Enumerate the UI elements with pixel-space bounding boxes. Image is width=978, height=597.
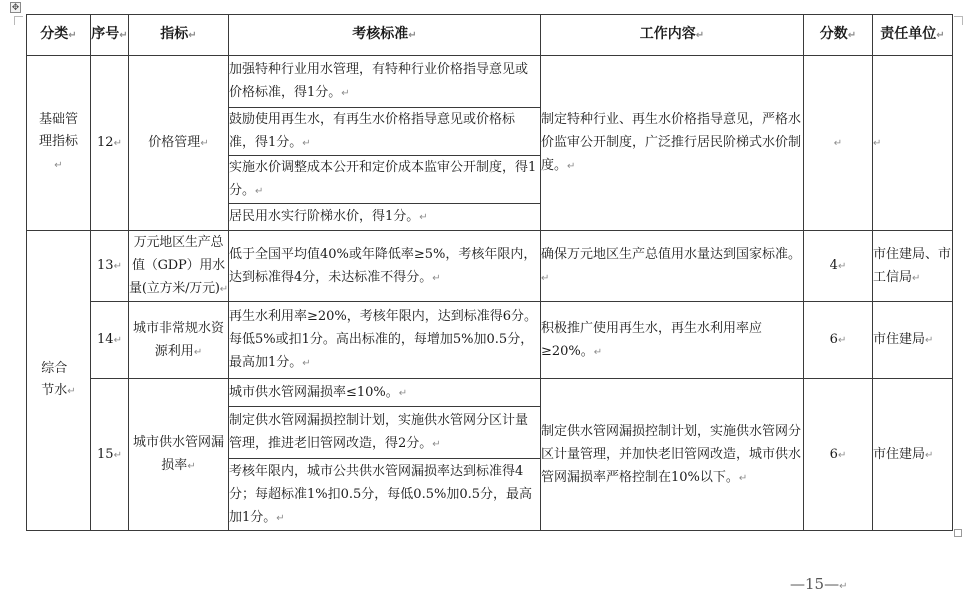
page-number: —15—↵ — [790, 575, 848, 593]
indicator-cell[interactable]: 城市非常规水资源利用↵ — [129, 302, 229, 379]
header-seq[interactable]: 序号↵ — [91, 15, 129, 56]
standard-cell[interactable]: 低于全国平均值40%或年降低率≥5%，考核年限内，达到标准得4分，未达标准不得分。↵ — [229, 231, 541, 302]
standard-cell[interactable]: 再生水利用率≥20%，考核年限内，达到标准得6分。每低5%或扣1分。高出标准的，每增加5%加0.5分，最高加1分。↵ — [229, 302, 541, 379]
indicator-cell[interactable]: 万元地区生产总值（GDP）用水量(立方米/万元)↵ — [129, 231, 229, 302]
header-score[interactable]: 分数↵ — [804, 15, 873, 56]
indicator-cell[interactable]: 城市供水管网漏损率↵ — [129, 379, 229, 531]
standard-cell[interactable]: 制定供水管网漏损控制计划，实施供水管网分区计量管理，推进老旧管网改造，得2分。↵ — [229, 407, 541, 459]
standard-cell[interactable]: 城市供水管网漏损率≤10%。↵ — [229, 379, 541, 407]
table-row — [27, 302, 953, 379]
header-indicator[interactable]: 指标↵ — [129, 15, 229, 56]
work-cell[interactable]: 确保万元地区生产总值用水量达到国家标准。↵ — [541, 231, 804, 302]
header-standard[interactable]: 考核标准↵ — [229, 15, 541, 56]
score-cell[interactable]: 6↵ — [804, 302, 873, 379]
header-unit[interactable]: 责任单位↵ — [873, 15, 953, 56]
standard-cell[interactable]: 考核年限内，城市公共供水管网漏损率达到标准得4分；每超标准1%扣0.5分，每低0.5%加0.5分，最高加1分。↵ — [229, 459, 541, 531]
work-cell[interactable]: 制定特种行业、再生水价格指导意见，严格水价监审公开制度，广泛推行居民阶梯式水价制度。↵ — [541, 56, 804, 231]
header-row — [27, 15, 953, 56]
standard-cell[interactable]: 加强特种行业用水管理，有特种行业价格指导意见或价格标准，得1分。↵ — [229, 56, 541, 108]
seq-cell[interactable]: 13↵ — [91, 231, 129, 302]
table-resize-handle[interactable] — [954, 529, 962, 537]
score-cell[interactable]: ↵ — [804, 56, 873, 231]
unit-cell[interactable]: ↵ — [873, 56, 953, 231]
header-category[interactable]: 分类↵ — [27, 15, 91, 56]
work-cell[interactable]: 积极推广使用再生水，再生水利用率应≥20%。↵ — [541, 302, 804, 379]
table-row — [27, 379, 953, 407]
score-cell[interactable]: 4↵ — [804, 231, 873, 302]
table-row — [27, 56, 953, 108]
category-cell[interactable]: 综合节水↵ — [27, 231, 91, 531]
header-work[interactable]: 工作内容↵ — [541, 15, 804, 56]
unit-cell[interactable]: 市住建局、市工信局↵ — [873, 231, 953, 302]
table-row — [27, 231, 953, 302]
unit-cell[interactable]: 市住建局↵ — [873, 379, 953, 531]
table-move-handle-icon[interactable]: ✥ — [11, 3, 20, 13]
standard-cell[interactable]: 居民用水实行阶梯水价，得1分。↵ — [229, 204, 541, 231]
corner-mark — [14, 16, 23, 25]
unit-cell[interactable]: 市住建局↵ — [873, 302, 953, 379]
category-cell[interactable]: 基础管理指标↵ — [27, 56, 91, 231]
seq-cell[interactable]: 12↵ — [91, 56, 129, 231]
standard-cell[interactable]: 实施水价调整成本公开和定价成本监审公开制度，得1分。↵ — [229, 156, 541, 204]
score-cell[interactable]: 6↵ — [804, 379, 873, 531]
corner-mark — [954, 16, 963, 25]
assessment-table — [26, 14, 953, 531]
seq-cell[interactable]: 15↵ — [91, 379, 129, 531]
indicator-cell[interactable]: 价格管理↵ — [129, 56, 229, 231]
standard-cell[interactable]: 鼓励使用再生水，有再生水价格指导意见或价格标准，得1分。↵ — [229, 108, 541, 156]
work-cell[interactable]: 制定供水管网漏损控制计划，实施供水管网分区计量管理，并加快老旧管网改造，城市供水管网漏损率严格控制在10%以下。↵ — [541, 379, 804, 531]
seq-cell[interactable]: 14↵ — [91, 302, 129, 379]
